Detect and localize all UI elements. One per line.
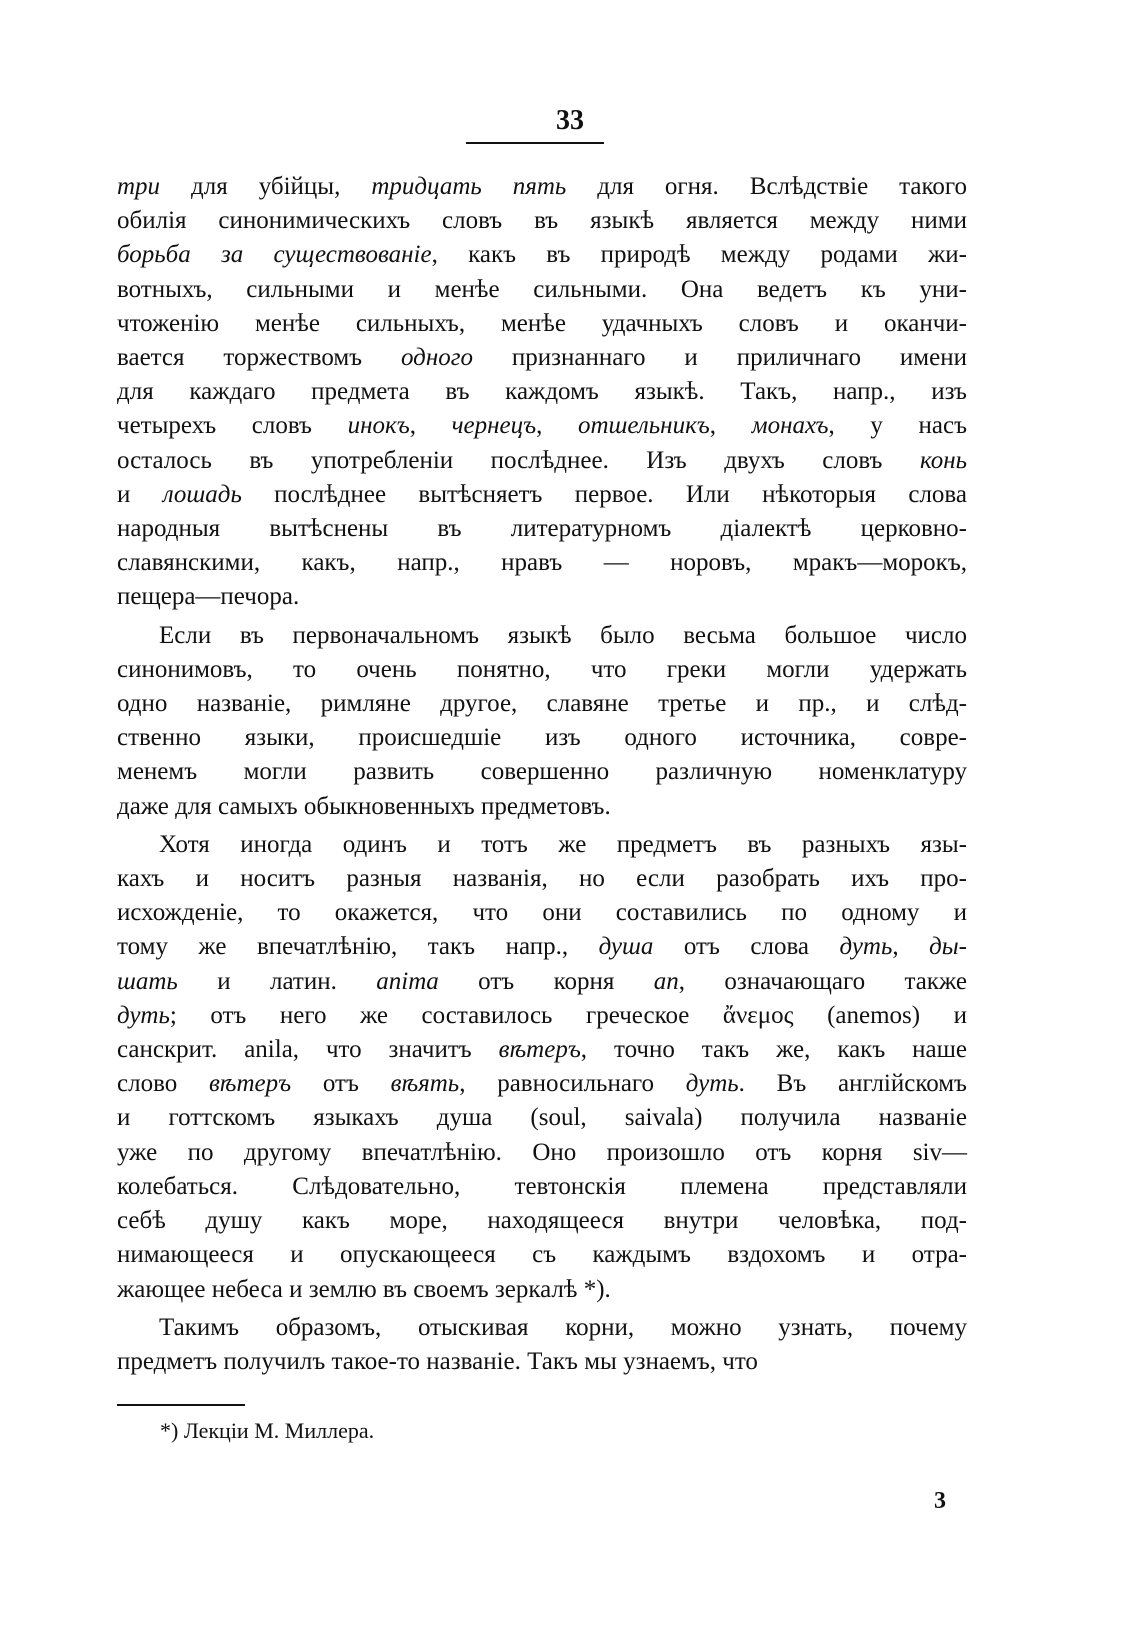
text-line bbox=[117, 1033, 967, 1067]
page-number: 33 bbox=[556, 105, 584, 136]
text-segment: , у насъ bbox=[828, 412, 968, 440]
text-segment: , означающаго также bbox=[678, 967, 967, 995]
italic-segment: шать bbox=[117, 967, 178, 995]
italic-segment: чернецъ bbox=[451, 412, 537, 440]
text-segment: менемъ могли развить совершенно различную номенклатуру bbox=[117, 758, 967, 786]
text-line bbox=[117, 896, 967, 930]
italic-segment: отшельникъ bbox=[578, 412, 710, 440]
text-line bbox=[117, 619, 967, 653]
text-line bbox=[117, 478, 967, 512]
italic-segment: ды- bbox=[929, 933, 967, 961]
text-segment: и латин. bbox=[177, 967, 377, 995]
text-segment: слово bbox=[117, 1070, 209, 1098]
text-line bbox=[117, 1204, 967, 1238]
text-segment: , точно такъ же, какъ наше bbox=[580, 1036, 967, 1064]
italic-segment: одного bbox=[401, 344, 473, 372]
text-segment: славянскими, какъ, напр., нравъ — норовъ, мракъ—морокъ, bbox=[117, 549, 967, 577]
text-line bbox=[117, 1067, 967, 1101]
italic-segment: дуть bbox=[685, 1070, 739, 1098]
text-segment: осталось въ употребленіи послѣднее. Изъ двухъ словъ bbox=[117, 446, 920, 474]
text-segment: народныя вытѣснены въ литературномъ діалектѣ церковно- bbox=[117, 515, 967, 543]
italic-segment: дуть bbox=[117, 1001, 170, 1029]
text-segment: , bbox=[536, 412, 578, 440]
text-segment: ; отъ него же составилось греческое ἄνεμος (anemos) и bbox=[169, 1001, 967, 1029]
paragraph bbox=[117, 1311, 967, 1379]
text-line bbox=[117, 1170, 967, 1204]
body-text bbox=[117, 170, 967, 1379]
text-segment: . Въ англійскомъ bbox=[738, 1070, 967, 1098]
text-segment: отъ bbox=[291, 1070, 391, 1098]
text-line bbox=[117, 1136, 967, 1170]
italic-segment: anima bbox=[376, 967, 439, 995]
text-segment: обилія синонимическихъ словъ въ языкѣ является между ними bbox=[117, 207, 967, 235]
footnote-rule bbox=[117, 1404, 245, 1406]
text-segment: , bbox=[709, 412, 752, 440]
italic-segment: вѣять bbox=[390, 1070, 460, 1098]
text-line bbox=[117, 444, 967, 478]
italic-segment: дуть bbox=[839, 933, 893, 961]
text-segment: для огня. Вслѣдствіе такого bbox=[566, 173, 967, 200]
text-segment: жающее небеса и землю въ своемъ зеркалѣ *). bbox=[117, 1275, 611, 1303]
italic-segment: борьба за существованіе bbox=[117, 241, 432, 269]
text-segment: для убійцы, bbox=[160, 173, 372, 200]
text-line bbox=[117, 1311, 967, 1345]
text-line bbox=[117, 790, 967, 824]
footnote: *) Лекціи М. Миллера. bbox=[160, 1418, 375, 1443]
italic-segment: инокъ bbox=[347, 412, 410, 440]
text-segment: вотныхъ, сильными и менѣе сильными. Она ведетъ къ уни- bbox=[117, 275, 967, 303]
italic-segment: монахъ bbox=[751, 412, 829, 440]
signature-mark: 3 bbox=[934, 1488, 946, 1514]
text-segment: кахъ и носитъ разныя названія, но если разобрать ихъ про- bbox=[117, 865, 967, 893]
text-line bbox=[117, 170, 967, 204]
text-segment: уже по другому впечатлѣнію. Оно произошло отъ корня siv— bbox=[117, 1138, 967, 1166]
text-segment: и bbox=[117, 480, 163, 508]
text-line bbox=[117, 580, 967, 614]
text-segment: и готтскомъ языкахъ душа (soul, saivala) получила названіе bbox=[117, 1104, 967, 1132]
text-segment: Если въ первоначальномъ языкѣ было весьма большое число bbox=[159, 621, 967, 649]
text-line bbox=[117, 1238, 967, 1272]
text-segment: чтоженію менѣе сильныхъ, менѣе удачныхъ словъ и оканчи- bbox=[117, 309, 967, 337]
text-segment: признаннаго и приличнаго имени bbox=[473, 344, 967, 372]
text-segment: предметъ получилъ такое-то названіе. Такъ мы узнаемъ, что bbox=[117, 1347, 758, 1375]
text-segment: , bbox=[409, 412, 452, 440]
italic-segment: вѣтеръ bbox=[208, 1070, 292, 1098]
italic-segment: душа bbox=[598, 933, 654, 961]
text-line bbox=[117, 653, 967, 687]
text-line bbox=[117, 307, 967, 341]
text-segment: Хотя иногда одинъ и тотъ же предметъ въ разныхъ язы- bbox=[159, 830, 967, 858]
text-segment: вается торжествомъ bbox=[117, 344, 402, 372]
text-line bbox=[117, 721, 967, 755]
text-line bbox=[117, 965, 967, 999]
text-line bbox=[117, 546, 967, 580]
text-line bbox=[117, 341, 967, 375]
text-line bbox=[117, 828, 967, 862]
text-line bbox=[117, 755, 967, 789]
text-line bbox=[117, 1273, 967, 1307]
italic-segment: конь bbox=[919, 446, 967, 474]
text-segment: , bbox=[892, 933, 930, 961]
text-line bbox=[117, 375, 967, 409]
text-line bbox=[117, 238, 967, 272]
text-segment: тому же впечатлѣнію, такъ напр., bbox=[117, 933, 599, 961]
italic-segment: тридцать пять bbox=[371, 173, 567, 200]
text-segment: нимающееся и опускающееся съ каждымъ вздохомъ и отра- bbox=[117, 1241, 967, 1269]
text-line bbox=[117, 409, 967, 443]
text-line bbox=[117, 862, 967, 896]
italic-segment: три bbox=[117, 173, 161, 200]
italic-segment: лошадь bbox=[162, 480, 242, 508]
text-segment: , какъ въ природѣ между родами жи- bbox=[431, 241, 968, 269]
text-segment: ственно языки, происшедшіе изъ одного источника, совре- bbox=[117, 724, 967, 752]
paragraph bbox=[117, 828, 967, 1307]
text-segment: , равносильнаго bbox=[459, 1070, 686, 1098]
text-line bbox=[117, 999, 967, 1033]
text-segment: исхожденіе, то окажется, что они составились по одному и bbox=[117, 899, 967, 927]
text-segment: для каждаго предмета въ каждомъ языкѣ. Такъ, напр., изъ bbox=[117, 378, 967, 406]
text-segment: Такимъ образомъ, отыскивая корни, можно узнать, почему bbox=[159, 1313, 967, 1341]
text-segment: отъ корня bbox=[438, 967, 654, 995]
header-rule bbox=[466, 142, 604, 144]
text-segment: даже для самыхъ обыкновенныхъ предметовъ. bbox=[117, 792, 611, 820]
text-segment: одно названіе, римляне другое, славяне третье и пр., и слѣд- bbox=[117, 690, 967, 718]
text-segment: пещера—печора. bbox=[117, 583, 300, 611]
italic-segment: an bbox=[653, 967, 679, 995]
text-segment: себѣ душу какъ море, находящееся внутри человѣка, под- bbox=[117, 1207, 967, 1235]
text-line bbox=[117, 512, 967, 546]
text-segment: четырехъ словъ bbox=[117, 412, 348, 440]
text-segment: санскрит. anila, что значитъ bbox=[117, 1036, 499, 1064]
text-line bbox=[117, 204, 967, 238]
text-segment: послѣднее вытѣсняетъ первое. Или нѣкоторыя слова bbox=[241, 480, 967, 508]
text-segment: колебаться. Слѣдовательно, тевтонскія племена представляли bbox=[117, 1172, 967, 1200]
text-line bbox=[117, 687, 967, 721]
page-header bbox=[0, 105, 1140, 141]
text-segment: синонимовъ, то очень понятно, что греки могли удержать bbox=[117, 655, 967, 683]
text-segment: отъ слова bbox=[653, 933, 840, 961]
paragraph bbox=[117, 170, 967, 615]
text-line bbox=[117, 1101, 967, 1135]
text-line bbox=[117, 930, 967, 964]
text-line bbox=[117, 273, 967, 307]
paragraph bbox=[117, 619, 967, 824]
italic-segment: вѣтеръ bbox=[498, 1036, 581, 1064]
text-line bbox=[117, 1345, 967, 1379]
